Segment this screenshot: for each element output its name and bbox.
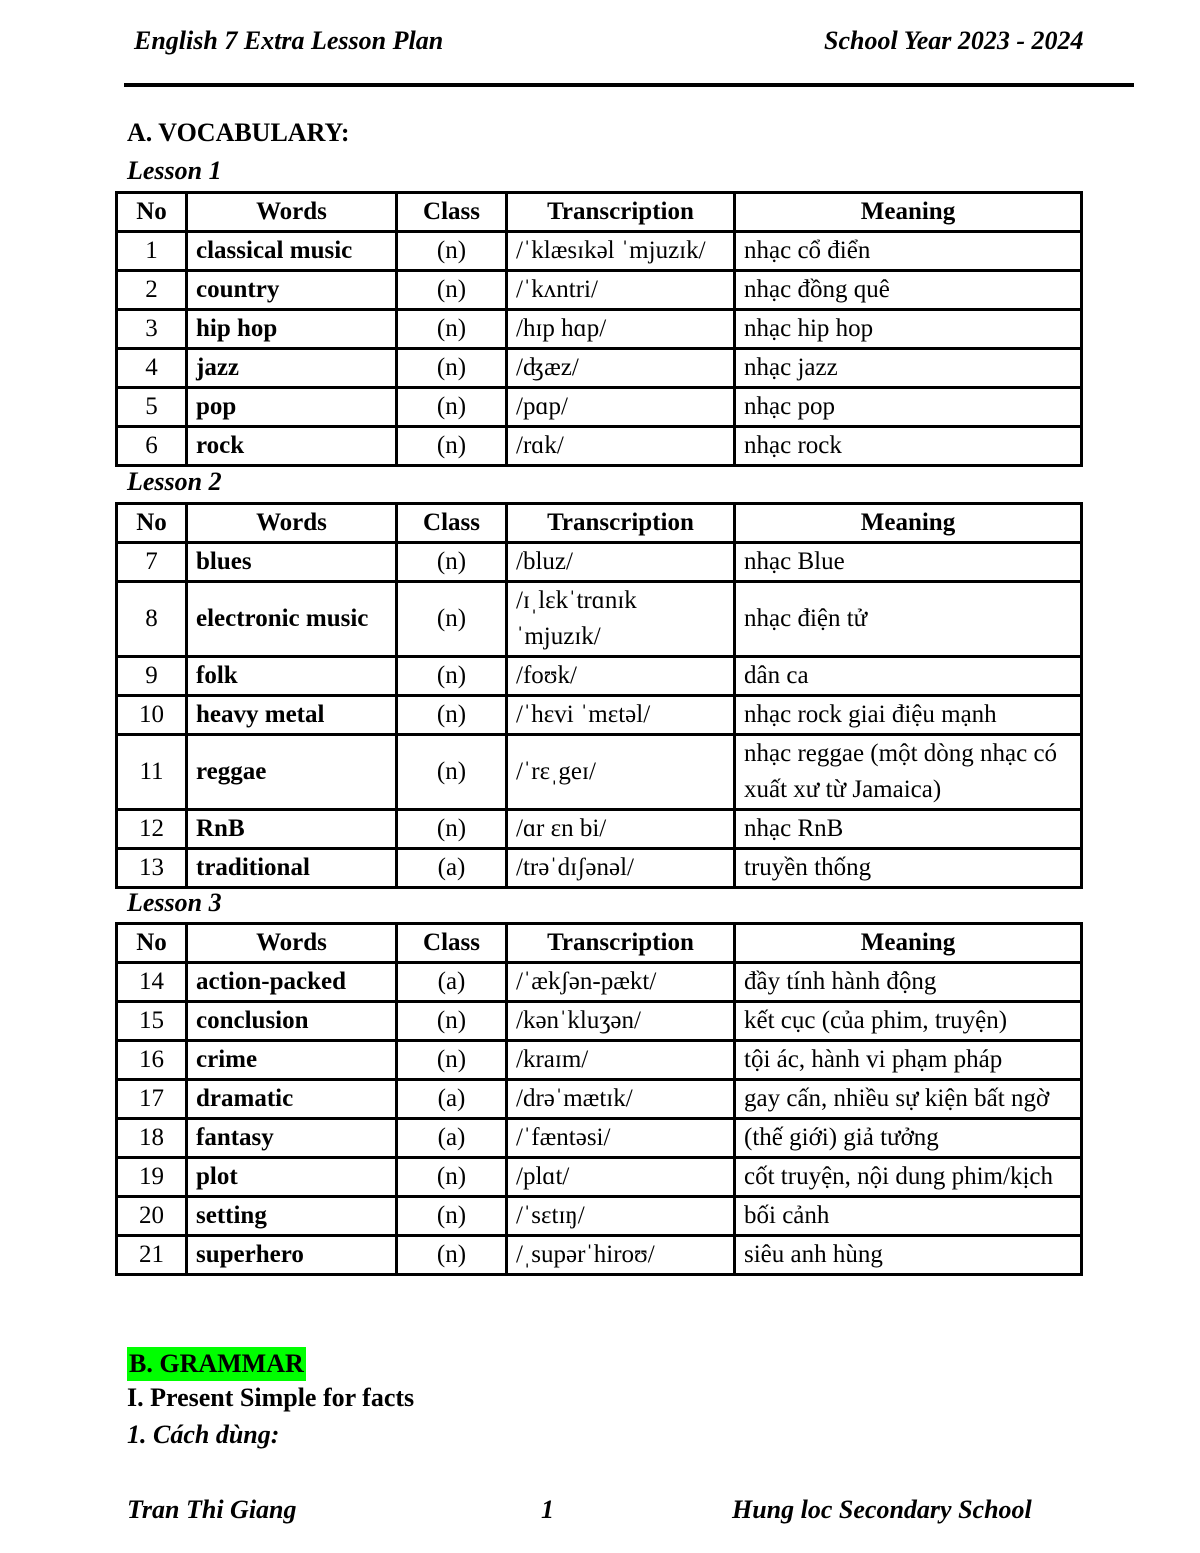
header-school-year: School Year 2023 - 2024 <box>824 26 1084 55</box>
row-word: folk <box>187 657 397 696</box>
column-header-no: No <box>117 924 187 963</box>
row-meaning: kết cục (của phim, truyện) <box>735 1002 1082 1041</box>
table-header-row <box>117 193 1082 232</box>
table-row <box>117 810 1082 849</box>
row-transcription: /ˈækʃən-pækt/ <box>507 963 735 1002</box>
row-transcription: /drəˈmætɪk/ <box>507 1080 735 1119</box>
column-header-class: Class <box>397 504 507 543</box>
row-word: superhero <box>187 1236 397 1275</box>
row-transcription: /pɑp/ <box>507 388 735 427</box>
row-number: 20 <box>117 1197 187 1236</box>
row-meaning: nhạc pop <box>735 388 1082 427</box>
row-meaning: truyền thống <box>735 849 1082 888</box>
row-transcription: /ˈhɛvi ˈmɛtəl/ <box>507 696 735 735</box>
row-class: (n) <box>397 657 507 696</box>
column-header-meaning: Meaning <box>735 924 1082 963</box>
row-number: 16 <box>117 1041 187 1080</box>
row-class: (n) <box>397 1041 507 1080</box>
row-number: 12 <box>117 810 187 849</box>
row-meaning: bối cảnh <box>735 1197 1082 1236</box>
row-transcription: /kənˈkluʒən/ <box>507 1002 735 1041</box>
row-meaning: nhạc đồng quê <box>735 271 1082 310</box>
table-row <box>117 427 1082 466</box>
column-header-no: No <box>117 193 187 232</box>
row-number: 3 <box>117 310 187 349</box>
column-header-transcription: Transcription <box>507 924 735 963</box>
row-word: conclusion <box>187 1002 397 1041</box>
footer-school: Hung loc Secondary School <box>732 1495 1032 1524</box>
row-word: heavy metal <box>187 696 397 735</box>
row-meaning: dân ca <box>735 657 1082 696</box>
row-word: RnB <box>187 810 397 849</box>
row-transcription: /ˈkʌntri/ <box>507 271 735 310</box>
row-meaning: nhạc cổ điển <box>735 232 1082 271</box>
column-header-meaning: Meaning <box>735 193 1082 232</box>
column-header-words: Words <box>187 193 397 232</box>
table-row <box>117 963 1082 1002</box>
table-row <box>117 1002 1082 1041</box>
row-meaning: nhạc điện tử <box>735 582 1082 657</box>
row-transcription: /hɪp hɑp/ <box>507 310 735 349</box>
row-class: (a) <box>397 1119 507 1158</box>
row-word: fantasy <box>187 1119 397 1158</box>
footer-author: Tran Thi Giang <box>127 1495 297 1524</box>
row-number: 13 <box>117 849 187 888</box>
column-header-transcription: Transcription <box>507 504 735 543</box>
row-transcription: /ʤæz/ <box>507 349 735 388</box>
table-row <box>117 1236 1082 1275</box>
row-number: 19 <box>117 1158 187 1197</box>
row-number: 9 <box>117 657 187 696</box>
row-number: 17 <box>117 1080 187 1119</box>
row-number: 10 <box>117 696 187 735</box>
table-row <box>117 1041 1082 1080</box>
row-transcription: /ˈrɛˌgeɪ/ <box>507 735 735 810</box>
row-meaning: nhạc rock <box>735 427 1082 466</box>
row-word: rock <box>187 427 397 466</box>
row-class: (n) <box>397 1236 507 1275</box>
lesson-2-title: Lesson 2 <box>127 467 222 496</box>
row-transcription: /ɑr ɛn bi/ <box>507 810 735 849</box>
row-number: 5 <box>117 388 187 427</box>
column-header-class: Class <box>397 924 507 963</box>
row-class: (n) <box>397 582 507 657</box>
table-row <box>117 1119 1082 1158</box>
row-transcription: /kraɪm/ <box>507 1041 735 1080</box>
row-meaning: nhạc reggae (một dòng nhạc có xuất xư từ Jamaica) <box>735 735 1082 810</box>
row-word: jazz <box>187 349 397 388</box>
row-number: 4 <box>117 349 187 388</box>
header-divider <box>124 83 1134 87</box>
row-class: (n) <box>397 388 507 427</box>
row-number: 15 <box>117 1002 187 1041</box>
row-class: (n) <box>397 810 507 849</box>
row-meaning: cốt truyện, nội dung phim/kịch <box>735 1158 1082 1197</box>
row-transcription: /ˌsupərˈhiroʊ/ <box>507 1236 735 1275</box>
row-class: (n) <box>397 1158 507 1197</box>
vocab-table-lesson-2 <box>115 502 1083 889</box>
row-class: (a) <box>397 849 507 888</box>
row-meaning: nhạc jazz <box>735 349 1082 388</box>
row-number: 2 <box>117 271 187 310</box>
row-meaning: nhạc RnB <box>735 810 1082 849</box>
table-row <box>117 582 1082 657</box>
row-word: plot <box>187 1158 397 1197</box>
grammar-usage-heading: 1. Cách dùng: <box>127 1420 280 1449</box>
grammar-subtitle: I. Present Simple for facts <box>127 1383 415 1412</box>
row-class: (n) <box>397 696 507 735</box>
row-transcription: /plɑt/ <box>507 1158 735 1197</box>
footer-page-number: 1 <box>541 1495 554 1524</box>
column-header-meaning: Meaning <box>735 504 1082 543</box>
row-number: 18 <box>117 1119 187 1158</box>
row-number: 14 <box>117 963 187 1002</box>
row-transcription: /trəˈdɪʃənəl/ <box>507 849 735 888</box>
row-word: classical music <box>187 232 397 271</box>
table-row <box>117 388 1082 427</box>
row-word: action-packed <box>187 963 397 1002</box>
column-header-transcription: Transcription <box>507 193 735 232</box>
table-row <box>117 543 1082 582</box>
table-row <box>117 696 1082 735</box>
lesson-1-title: Lesson 1 <box>127 156 222 185</box>
row-transcription: /ˈsɛtɪŋ/ <box>507 1197 735 1236</box>
row-transcription: /ɪˌlɛkˈtrɑnɪk ˈmjuzɪk/ <box>507 582 735 657</box>
header-title: English 7 Extra Lesson Plan <box>134 26 444 55</box>
row-number: 21 <box>117 1236 187 1275</box>
table-header-row <box>117 924 1082 963</box>
table-row <box>117 271 1082 310</box>
row-word: crime <box>187 1041 397 1080</box>
vocab-table-lesson-1 <box>115 191 1083 467</box>
row-word: electronic music <box>187 582 397 657</box>
table-row <box>117 657 1082 696</box>
row-meaning: nhạc Blue <box>735 543 1082 582</box>
row-number: 6 <box>117 427 187 466</box>
vocab-table-lesson-3 <box>115 922 1083 1276</box>
table-row <box>117 349 1082 388</box>
row-class: (a) <box>397 1080 507 1119</box>
row-class: (a) <box>397 963 507 1002</box>
row-meaning: đầy tính hành động <box>735 963 1082 1002</box>
row-number: 8 <box>117 582 187 657</box>
row-word: country <box>187 271 397 310</box>
row-word: hip hop <box>187 310 397 349</box>
row-word: reggae <box>187 735 397 810</box>
row-class: (n) <box>397 543 507 582</box>
row-meaning: siêu anh hùng <box>735 1236 1082 1275</box>
table-row <box>117 232 1082 271</box>
row-word: traditional <box>187 849 397 888</box>
column-header-words: Words <box>187 924 397 963</box>
column-header-words: Words <box>187 504 397 543</box>
table-row <box>117 1080 1082 1119</box>
row-meaning: nhạc rock giai điệu mạnh <box>735 696 1082 735</box>
table-row <box>117 849 1082 888</box>
lesson-3-title: Lesson 3 <box>127 888 222 917</box>
row-class: (n) <box>397 427 507 466</box>
table-row <box>117 310 1082 349</box>
row-meaning: (thế giới) giả tưởng <box>735 1119 1082 1158</box>
table-header-row <box>117 504 1082 543</box>
column-header-class: Class <box>397 193 507 232</box>
row-meaning: nhạc hip hop <box>735 310 1082 349</box>
row-class: (n) <box>397 1197 507 1236</box>
row-class: (n) <box>397 232 507 271</box>
row-meaning: gay cấn, nhiều sự kiện bất ngờ <box>735 1080 1082 1119</box>
row-word: dramatic <box>187 1080 397 1119</box>
row-class: (n) <box>397 271 507 310</box>
row-class: (n) <box>397 735 507 810</box>
row-number: 1 <box>117 232 187 271</box>
row-word: blues <box>187 543 397 582</box>
row-number: 11 <box>117 735 187 810</box>
row-transcription: /foʊk/ <box>507 657 735 696</box>
table-row <box>117 1158 1082 1197</box>
row-transcription: /bluz/ <box>507 543 735 582</box>
row-word: pop <box>187 388 397 427</box>
row-transcription: /ˈklæsɪkəl ˈmjuzɪk/ <box>507 232 735 271</box>
row-class: (n) <box>397 310 507 349</box>
section-vocabulary-title: A. VOCABULARY: <box>127 118 350 147</box>
section-grammar-title: B. GRAMMAR <box>127 1347 306 1381</box>
row-class: (n) <box>397 1002 507 1041</box>
row-transcription: /rɑk/ <box>507 427 735 466</box>
table-row <box>117 1197 1082 1236</box>
row-number: 7 <box>117 543 187 582</box>
table-row <box>117 735 1082 810</box>
row-transcription: /ˈfæntəsi/ <box>507 1119 735 1158</box>
row-class: (n) <box>397 349 507 388</box>
row-meaning: tội ác, hành vi phạm pháp <box>735 1041 1082 1080</box>
column-header-no: No <box>117 504 187 543</box>
row-word: setting <box>187 1197 397 1236</box>
